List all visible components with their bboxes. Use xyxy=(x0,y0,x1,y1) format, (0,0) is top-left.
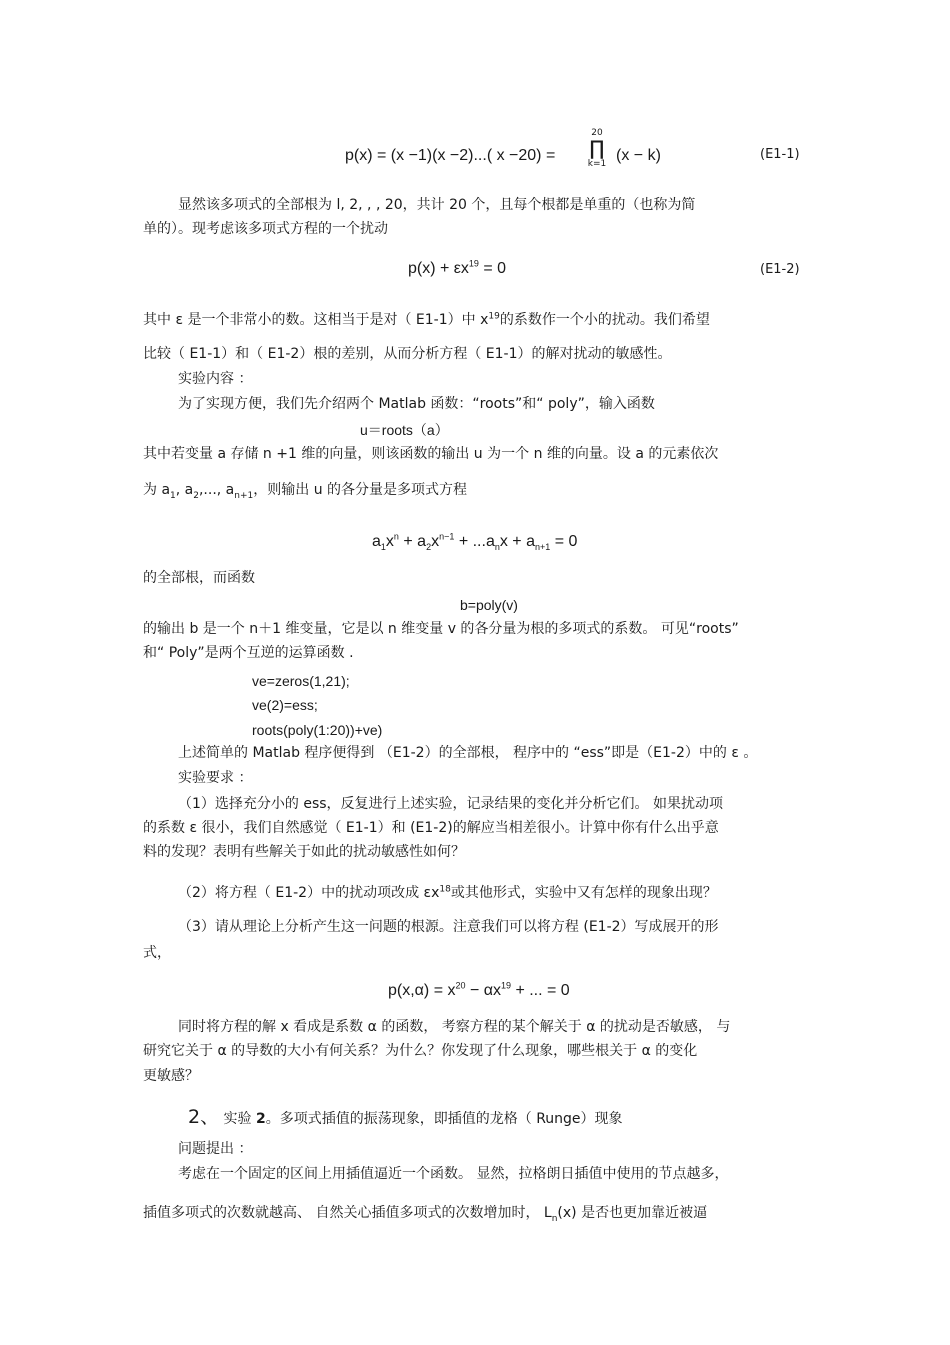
exponent: 18 xyxy=(439,884,451,895)
section-number: 2、 xyxy=(188,1106,220,1128)
text-span: 其中 ε 是一个非常小的数。这相当于是对（ E1-1）中 x xyxy=(143,312,489,328)
eq-exponent: 20 xyxy=(455,980,466,991)
text-span: (x) 是否也更加靠近被逼 xyxy=(557,1205,708,1221)
section-heading-problem: 问题提出 ： xyxy=(178,1141,253,1157)
exponent: 19 xyxy=(488,311,500,322)
section-heading-requirements: 实验要求 ： xyxy=(178,770,253,786)
paragraph-line: 同时将方程的解 x 看成是系数 α 的函数， 考察方程的某个解关于 α 的扰动是否敏感， 与 xyxy=(178,1019,731,1035)
code-line: ve=zeros(1,21); xyxy=(252,673,350,689)
text-span: ,..., a xyxy=(198,482,235,498)
text-span: 或其他形式，实验中又有怎样的现象出现？ xyxy=(450,885,717,901)
equation-part: = 0 xyxy=(478,260,507,277)
equation-rhs-text: (x − k) xyxy=(616,147,661,164)
equation-expanded xyxy=(388,981,570,1000)
paragraph-line: 料的发现？表明有些解关于如此的扰动敏感性如何？ xyxy=(143,844,465,860)
equation-part: p(x) + εx xyxy=(408,260,469,277)
requirement-3: （3）请从理论上分析产生这一问题的根源。注意我们可以将方程 (E1-2）写成展开的形 xyxy=(178,919,719,935)
code-line: roots(poly(1:20))+ve) xyxy=(252,722,383,738)
paragraph-line: 更敏感？ xyxy=(143,1068,199,1084)
requirement-1: （1）选择充分小的 ess，反复进行上述实验，记录结果的变化并分析它们。 如果扰动项 xyxy=(178,796,724,812)
equation-e1-1 xyxy=(345,146,555,165)
eq-exponent: 19 xyxy=(500,980,511,991)
text-span: 为 a xyxy=(143,482,171,498)
code-line: ve(2)=ess; xyxy=(252,697,318,713)
paragraph-line: 上述简单的 Matlab 程序便得到 （E1-2）的全部根， 程序中的 “ess”即是（E1-2）中的 ε 。 xyxy=(178,745,758,761)
eq-subscript: n+1 xyxy=(535,542,551,553)
eq-part: = 0 xyxy=(550,533,578,550)
equation-poly: b=poly(v) xyxy=(460,597,518,613)
eq-part: x xyxy=(385,533,394,550)
text-span: 的系数作一个小的扰动。我们希望 xyxy=(499,312,710,328)
paragraph-line: 单的）。现考虑该多项式方程的一个扰动 xyxy=(143,221,388,237)
text-span: 插值多项式的次数就越高、 自然关心插值多项式的次数增加时， L xyxy=(143,1205,552,1221)
eq-part: x + a xyxy=(499,533,535,550)
paragraph-line: 式， xyxy=(143,945,171,961)
subscript: 2 xyxy=(193,490,199,501)
product-symbol xyxy=(584,128,610,169)
subscript: n+1 xyxy=(234,490,254,501)
eq-exponent: n−1 xyxy=(439,531,455,542)
text-span: , a xyxy=(175,482,194,498)
eq-part: − αx xyxy=(465,982,501,999)
equation-rhs xyxy=(616,146,661,165)
paragraph-line: 其中若变量 a 存储 n +1 维的向量，则该函数的输出 u 为一个 n 维的向量。设 a 的元素依次 xyxy=(143,446,719,462)
paragraph-line: 的系数 ε 很小，我们自然感觉（ E1-1）和 (E1-2)的解应当相差很小。计算中你有什么出乎意 xyxy=(143,820,719,836)
section-2-heading xyxy=(188,1106,623,1129)
text-span: 。多项式插值的振荡现象，即插值的龙格（ Runge）现象 xyxy=(265,1111,623,1127)
eq-part: + a xyxy=(398,533,427,550)
equation-tag-e1-2: (E1-2) xyxy=(760,262,800,277)
paragraph-line: 的输出 b 是一个 n＋1 维变量，它是以 n 维变量 v 的各分量为根的多项式的系数。 可见“roots” xyxy=(143,621,739,637)
paragraph-line: 研究它关于 α 的导数的大小有何关系？为什么？你发现了什么现象，哪些根关于 α 的变化 xyxy=(143,1043,698,1059)
paragraph-line xyxy=(143,482,467,499)
product-lower-limit: k=1 xyxy=(587,159,607,169)
paragraph-line: 显然该多项式的全部根为 l, 2, , , 20，共计 20 个，且每个根都是单重的（也称为简 xyxy=(178,197,696,213)
equation-lhs: p(x) = (x −1)(x −2)...( x −20) = xyxy=(345,147,556,164)
eq-subscript: 1 xyxy=(380,542,386,553)
paragraph-line: 比较（ E1-1）和（ E1-2）根的差别，从而分析方程（ E1-1）的解对扰动的敏感性。 xyxy=(143,346,672,362)
eq-part: + ... = 0 xyxy=(511,982,570,999)
eq-subscript: n xyxy=(494,542,500,553)
eq-part: + ...a xyxy=(454,533,495,550)
eq-exponent: n xyxy=(393,531,399,542)
paragraph-line xyxy=(143,1205,707,1222)
eq-subscript: 2 xyxy=(426,542,432,553)
subscript: n xyxy=(551,1213,558,1224)
text-span: ，则输出 u 的各分量是多项式方程 xyxy=(253,482,468,498)
eq-part: p(x,α) = x xyxy=(388,982,456,999)
subscript: 1 xyxy=(170,490,176,501)
bold-number: 2 xyxy=(256,1111,266,1127)
eq-part: a xyxy=(372,533,381,550)
product-sign: ∏ xyxy=(589,136,605,160)
text-span: （2）将方程（ E1-2）中的扰动项改成 εx xyxy=(178,885,440,901)
equation-tag-e1-1: (E1-1) xyxy=(760,147,800,162)
equation-exponent: 19 xyxy=(468,258,479,269)
text-span: 实验 xyxy=(219,1111,256,1127)
requirement-2 xyxy=(178,885,717,902)
product-upper-limit: 20 xyxy=(591,128,603,138)
equation-polynomial xyxy=(372,532,577,551)
section-heading-content: 实验内容 ： xyxy=(178,371,253,387)
eq-part: x xyxy=(431,533,440,550)
paragraph-line: 和“ Poly”是两个互逆的运算函数 . xyxy=(143,645,354,661)
equation-roots: u＝roots（a） xyxy=(360,422,449,438)
paragraph-line: 考虑在一个固定的区间上用插值逼近一个函数。 显然，拉格朗日插值中使用的节点越多， xyxy=(178,1166,729,1182)
equation-e1-2 xyxy=(408,259,506,278)
paragraph-line: 为了实现方便，我们先介绍两个 Matlab 函数：“roots”和“ poly”，输入函数 xyxy=(178,396,655,412)
paragraph-line: 的全部根，而函数 xyxy=(143,570,255,586)
paragraph-line xyxy=(143,312,710,329)
